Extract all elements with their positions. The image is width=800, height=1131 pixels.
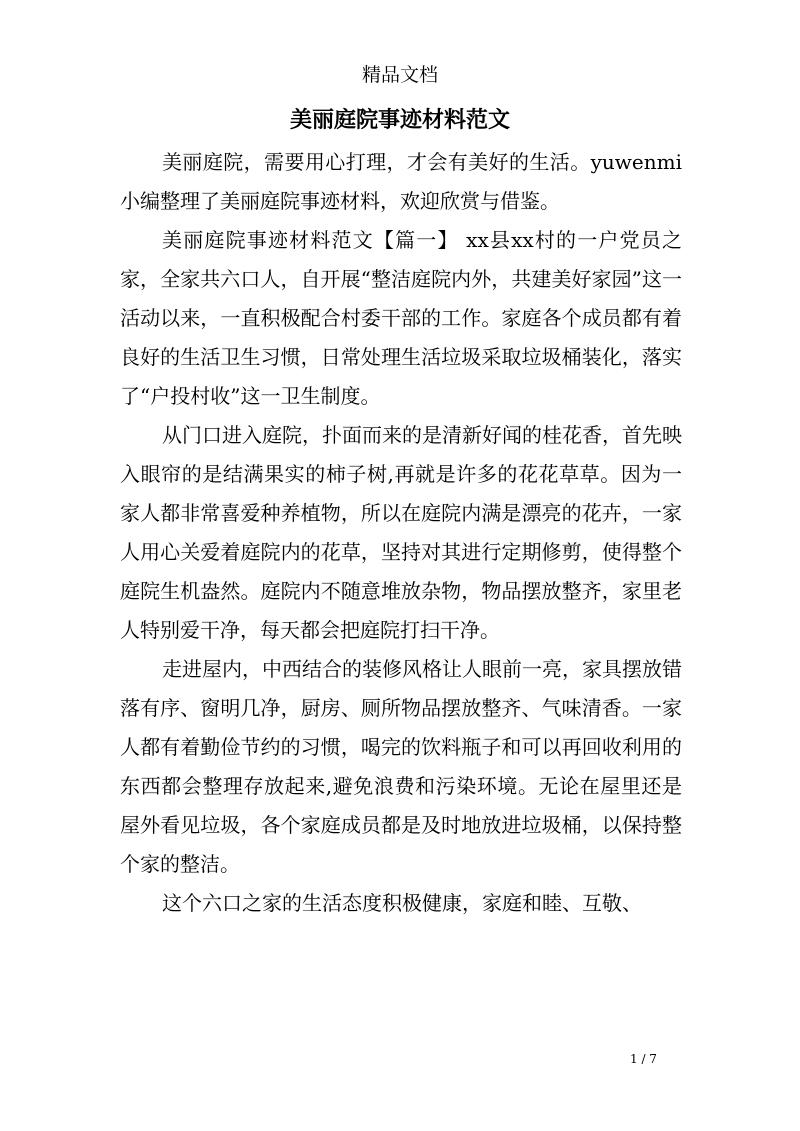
paragraph: 这个六口之家的生活态度积极健康，家庭和睦、互敬、	[162, 891, 642, 915]
paragraph: 美丽庭院事迹材料范文【篇一】 xx县xx村的一户党员之家，全家共六口人，自开展“整洁庭院内外，共建美好家园”这一活动以来，一直积极配合村委干部的工作。家庭各个成员都有着良好的生活卫生习惯，日常处理生活垃圾采取垃圾桶装化，落实了“户投村收”这一卫生制度。	[120, 228, 682, 408]
document-body	[120, 143, 682, 923]
page-number: 1 / 7	[630, 1052, 657, 1066]
paragraph: 美丽庭院，需要用心打理，才会有美好的生活。yuwenmi小编整理了美丽庭院事迹材料，欢迎欣赏与借鉴。	[120, 150, 682, 213]
document-title: 美丽庭院事迹材料范文	[289, 107, 510, 133]
header-label: 精品文档	[361, 64, 438, 86]
paragraph: 从门口进入庭院，扑面而来的是清新好闻的桂花香，首先映入眼帘的是结满果实的柿子树,再就是许多的花花草草。因为一家人都非常喜爱种养植物，所以在庭院内满是漂亮的花卉，一家人用心关爱着庭院内的花草，坚持对其进行定期修剪，使得整个庭院生机盎然。庭院内不随意堆放杂物，物品摆放整齐，家里老人特别爱干净，每天都会把庭院打扫干净。	[120, 423, 682, 642]
paragraph: 走进屋内，中西结合的装修风格让人眼前一亮，家具摆放错落有序、窗明几净，厨房、厕所物品摆放整齐、气味清香。一家人都有着勤俭节约的习惯，喝完的饮料瓶子和可以再回收利用的东西都会整理存放起来,避免浪费和污染环境。无论在屋里还是屋外看见垃圾，各个家庭成员都是及时地放进垃圾桶，以保持整个家的整洁。	[120, 657, 682, 876]
